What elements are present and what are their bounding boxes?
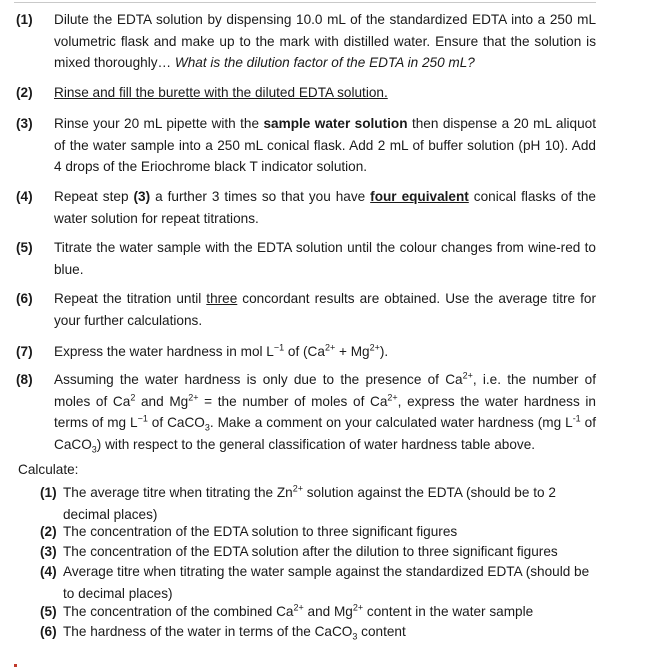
- calc-item-4: [40, 561, 596, 604]
- step-8: [16, 369, 596, 455]
- step-text: Assuming the water hardness is only due to the presence of $Ca^{2+}$, i.e. the number of moles of Ca$^2$ and $Mg^{2+}$ = the number of moles of $Ca^{2+}$, express the water hardness in terms of mg $L^{-1}$ of CaCO$_3$. Make a comment on your calculated water hardness (mg $L^{-1}$ of CaCO$_3$) with respect to the general classification of water hardness table above.: [54, 370, 596, 455]
- step-7: [16, 341, 596, 363]
- calc-number: (3): [40, 544, 57, 559]
- calc-text: The concentration of the EDTA solution after the dilution to three significant figures: [63, 544, 558, 559]
- calc-item-6: [40, 621, 596, 643]
- calc-text: Average titre when titrating the water sample against the standardized EDTA (should be to decimal places): [63, 564, 590, 601]
- calc-text: The hardness of the water in terms of the CaCO$_3$ content: [63, 624, 406, 642]
- step-number: (2): [16, 85, 33, 100]
- step-6: [16, 288, 596, 331]
- step-4: [16, 186, 596, 229]
- dilution-question: What is the dilution factor of the EDTA in 250 mL?: [174, 55, 475, 70]
- step-text: Repeat the titration until three concordant results are obtained. Use the average titre for your further calculations.: [54, 291, 596, 328]
- step-5: [16, 237, 596, 280]
- calc-number: (5): [40, 604, 57, 619]
- calc-item-1: [40, 482, 596, 525]
- step-number: (7): [16, 344, 33, 359]
- calc-item-3: [40, 541, 596, 563]
- calc-text: The average titre when titrating the $Zn^{2+}$ solution against the EDTA (should be to 2 decimal places): [63, 483, 556, 522]
- step-text: Repeat step (3) a further 3 times so that you have four equivalent conical flasks of the water solution for repeat titrations.: [54, 189, 596, 226]
- calculate-heading: Calculate:: [18, 462, 79, 477]
- step-text: Dilute the EDTA solution by dispensing 10.0 mL of the standardized EDTA into a 250 mL volumetric flask and make up to the mark with distilled water. Ensure that the solution is mixed thoroughly… What is the dilution factor of the EDTA in 250 mL?: [54, 12, 596, 70]
- step-number: (6): [16, 291, 33, 306]
- step-number: (5): [16, 240, 33, 255]
- step-text: Rinse your 20 mL pipette with the sample water solution then dispense a 20 mL aliquot of the water sample into a 250 mL conical flask. Add 2 mL of buffer solution (pH 10). Add 4 drops of the Eriochrome black T indicator solution.: [54, 116, 596, 174]
- calc-number: (2): [40, 524, 57, 539]
- calc-number: (1): [40, 485, 57, 500]
- step-number: (4): [16, 189, 33, 204]
- top-rule: [14, 2, 596, 3]
- step-text: Express the water hardness in mol $L^{-1}$ of $(Ca^{2+} + Mg^{2+})$.: [54, 342, 389, 359]
- step-text: Rinse and fill the burette with the diluted EDTA solution.: [54, 85, 388, 100]
- step-number: (8): [16, 372, 33, 387]
- step-number: (3): [16, 116, 33, 131]
- step-text: Titrate the water sample with the EDTA solution until the colour changes from wine-red to blue.: [54, 240, 596, 277]
- corner-mark: [14, 664, 17, 667]
- step-2: [16, 82, 596, 104]
- calc-number: (6): [40, 624, 57, 639]
- step-1: [16, 9, 596, 74]
- calc-text: The concentration of the combined $Ca^{2+}$ and $Mg^{2+}$ content in the water sample: [63, 602, 534, 619]
- calc-number: (4): [40, 564, 57, 579]
- step-number: (1): [16, 12, 33, 27]
- calc-item-5: [40, 601, 596, 623]
- calc-item-2: [40, 521, 596, 543]
- step-3: [16, 113, 596, 178]
- calc-text: The concentration of the EDTA solution to three significant figures: [63, 524, 458, 539]
